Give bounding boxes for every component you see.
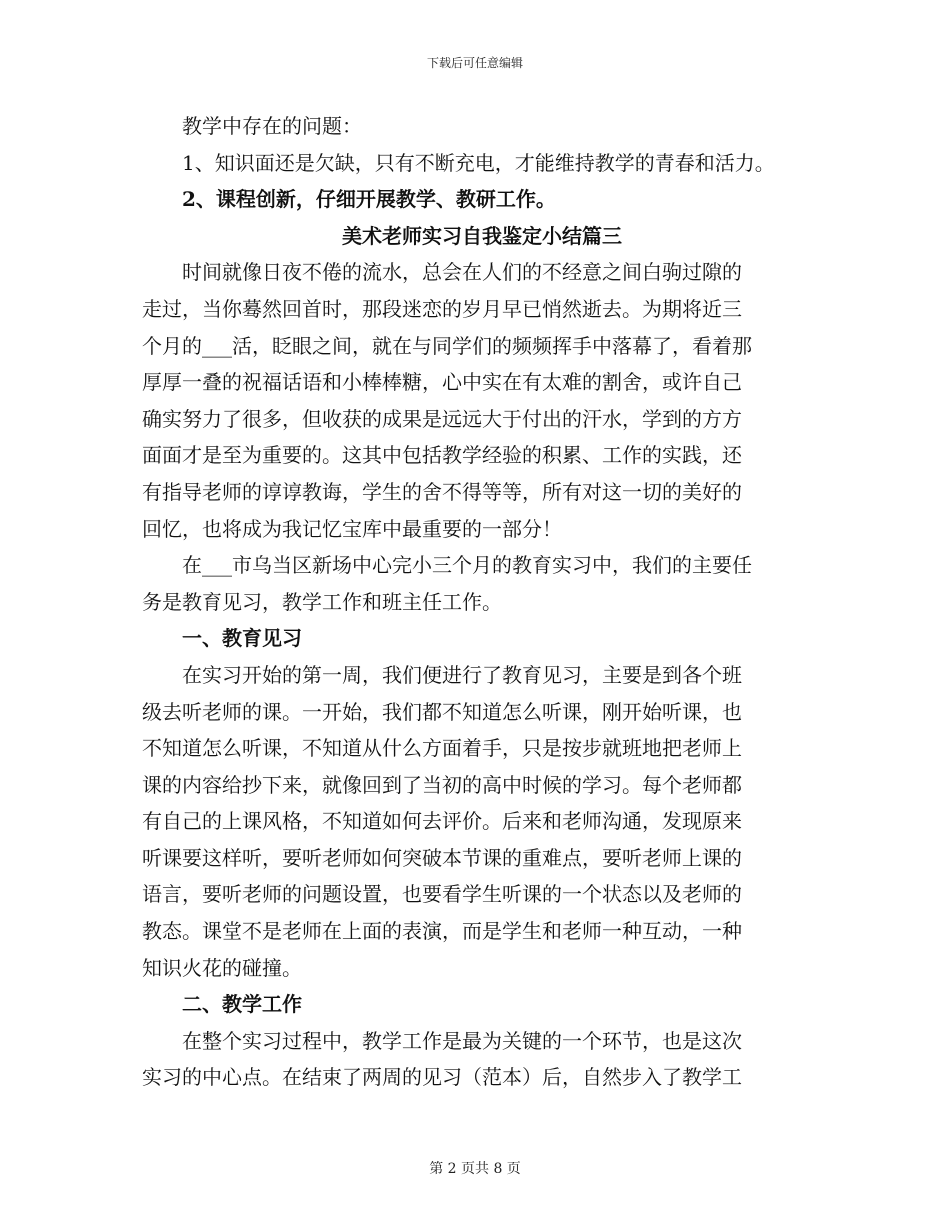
text-line: 实习的中心点。在结束了两周的见习（范本）后，自然步入了教学工 [142,1065,742,1090]
text-line: 在整个实习过程中，教学工作是最为关键的一个环节，也是这次 [182,1028,742,1053]
text-line: 语言，要听老师的问题设置，也要看学生听课的一个状态以及老师的 [142,882,742,907]
text-line: 厚厚一叠的祝福话语和小棒棒糖，心中实在有太难的割舍，或许自己 [142,370,742,395]
text-line: 1、知识面还是欠缺，只有不断充电，才能维持教学的青春和活力。 [182,150,775,175]
text-line: 务是教育见习，教学工作和班主任工作。 [142,589,502,614]
text-line: 知识火花的碰撞。 [142,955,302,980]
document-body [142,108,822,1096]
text-line: 教态。课堂不是老师在上面的表演，而是学生和老师一种互动，一种 [142,919,742,944]
text-line: 听课要这样听，要听老师如何突破本节课的重难点，要听老师上课的 [142,845,742,870]
bold-heading: 一、教育见习 [182,626,302,651]
text-line: 有自己的上课风格，不知道如何去评价。后来和老师沟通，发现原来 [142,809,742,834]
text-line: 时间就像日夜不倦的流水，总会在人们的不经意之间白驹过隙的 [182,260,742,285]
text-line: 有指导老师的谆谆教诲，学生的舍不得等等，所有对这一切的美好的 [142,479,742,504]
bold-heading: 二、教学工作 [182,992,302,1017]
text-line: 在实习开始的第一周，我们便进行了教育见习，主要是到各个班 [182,662,742,687]
section-title: 美术老师实习自我鉴定小结篇三 [342,223,622,248]
text-line: 回忆，也将成为我记忆宝库中最重要的一部分！ [142,516,562,541]
page-footer: 第 2 页共 8 页 [429,1161,521,1177]
bold-heading: 2、课程创新，仔细开展教学、教研工作。 [182,187,556,212]
text-line: 面面才是至为重要的。这其中包括教学经验的积累、工作的实践，还 [142,443,742,468]
text-line: 不知道怎么听课，不知道从什么方面着手，只是按步就班地把老师上 [142,736,742,761]
text-line: 确实努力了很多，但收获的成果是远远大于付出的汗水，学到的方方 [142,406,742,431]
text-line: 教学中存在的问题： [182,114,362,138]
text-line: 在___市乌当区新场中心完小三个月的教育实习中，我们的主要任 [182,553,752,578]
text-line: 个月的___活，眨眼之间，就在与同学们的频频挥手中落幕了，看着那 [142,333,752,358]
text-line: 级去听老师的课。一开始，我们都不知道怎么听课，刚开始听课，也 [142,699,742,724]
page-header: 下载后可任意编辑 [426,56,523,70]
text-line: 走过，当你蓦然回首时，那段迷恋的岁月早已悄然逝去。为期将近三 [142,296,742,321]
text-line: 课的内容给抄下来，就像回到了当初的高中时候的学习。每个老师都 [142,772,742,797]
